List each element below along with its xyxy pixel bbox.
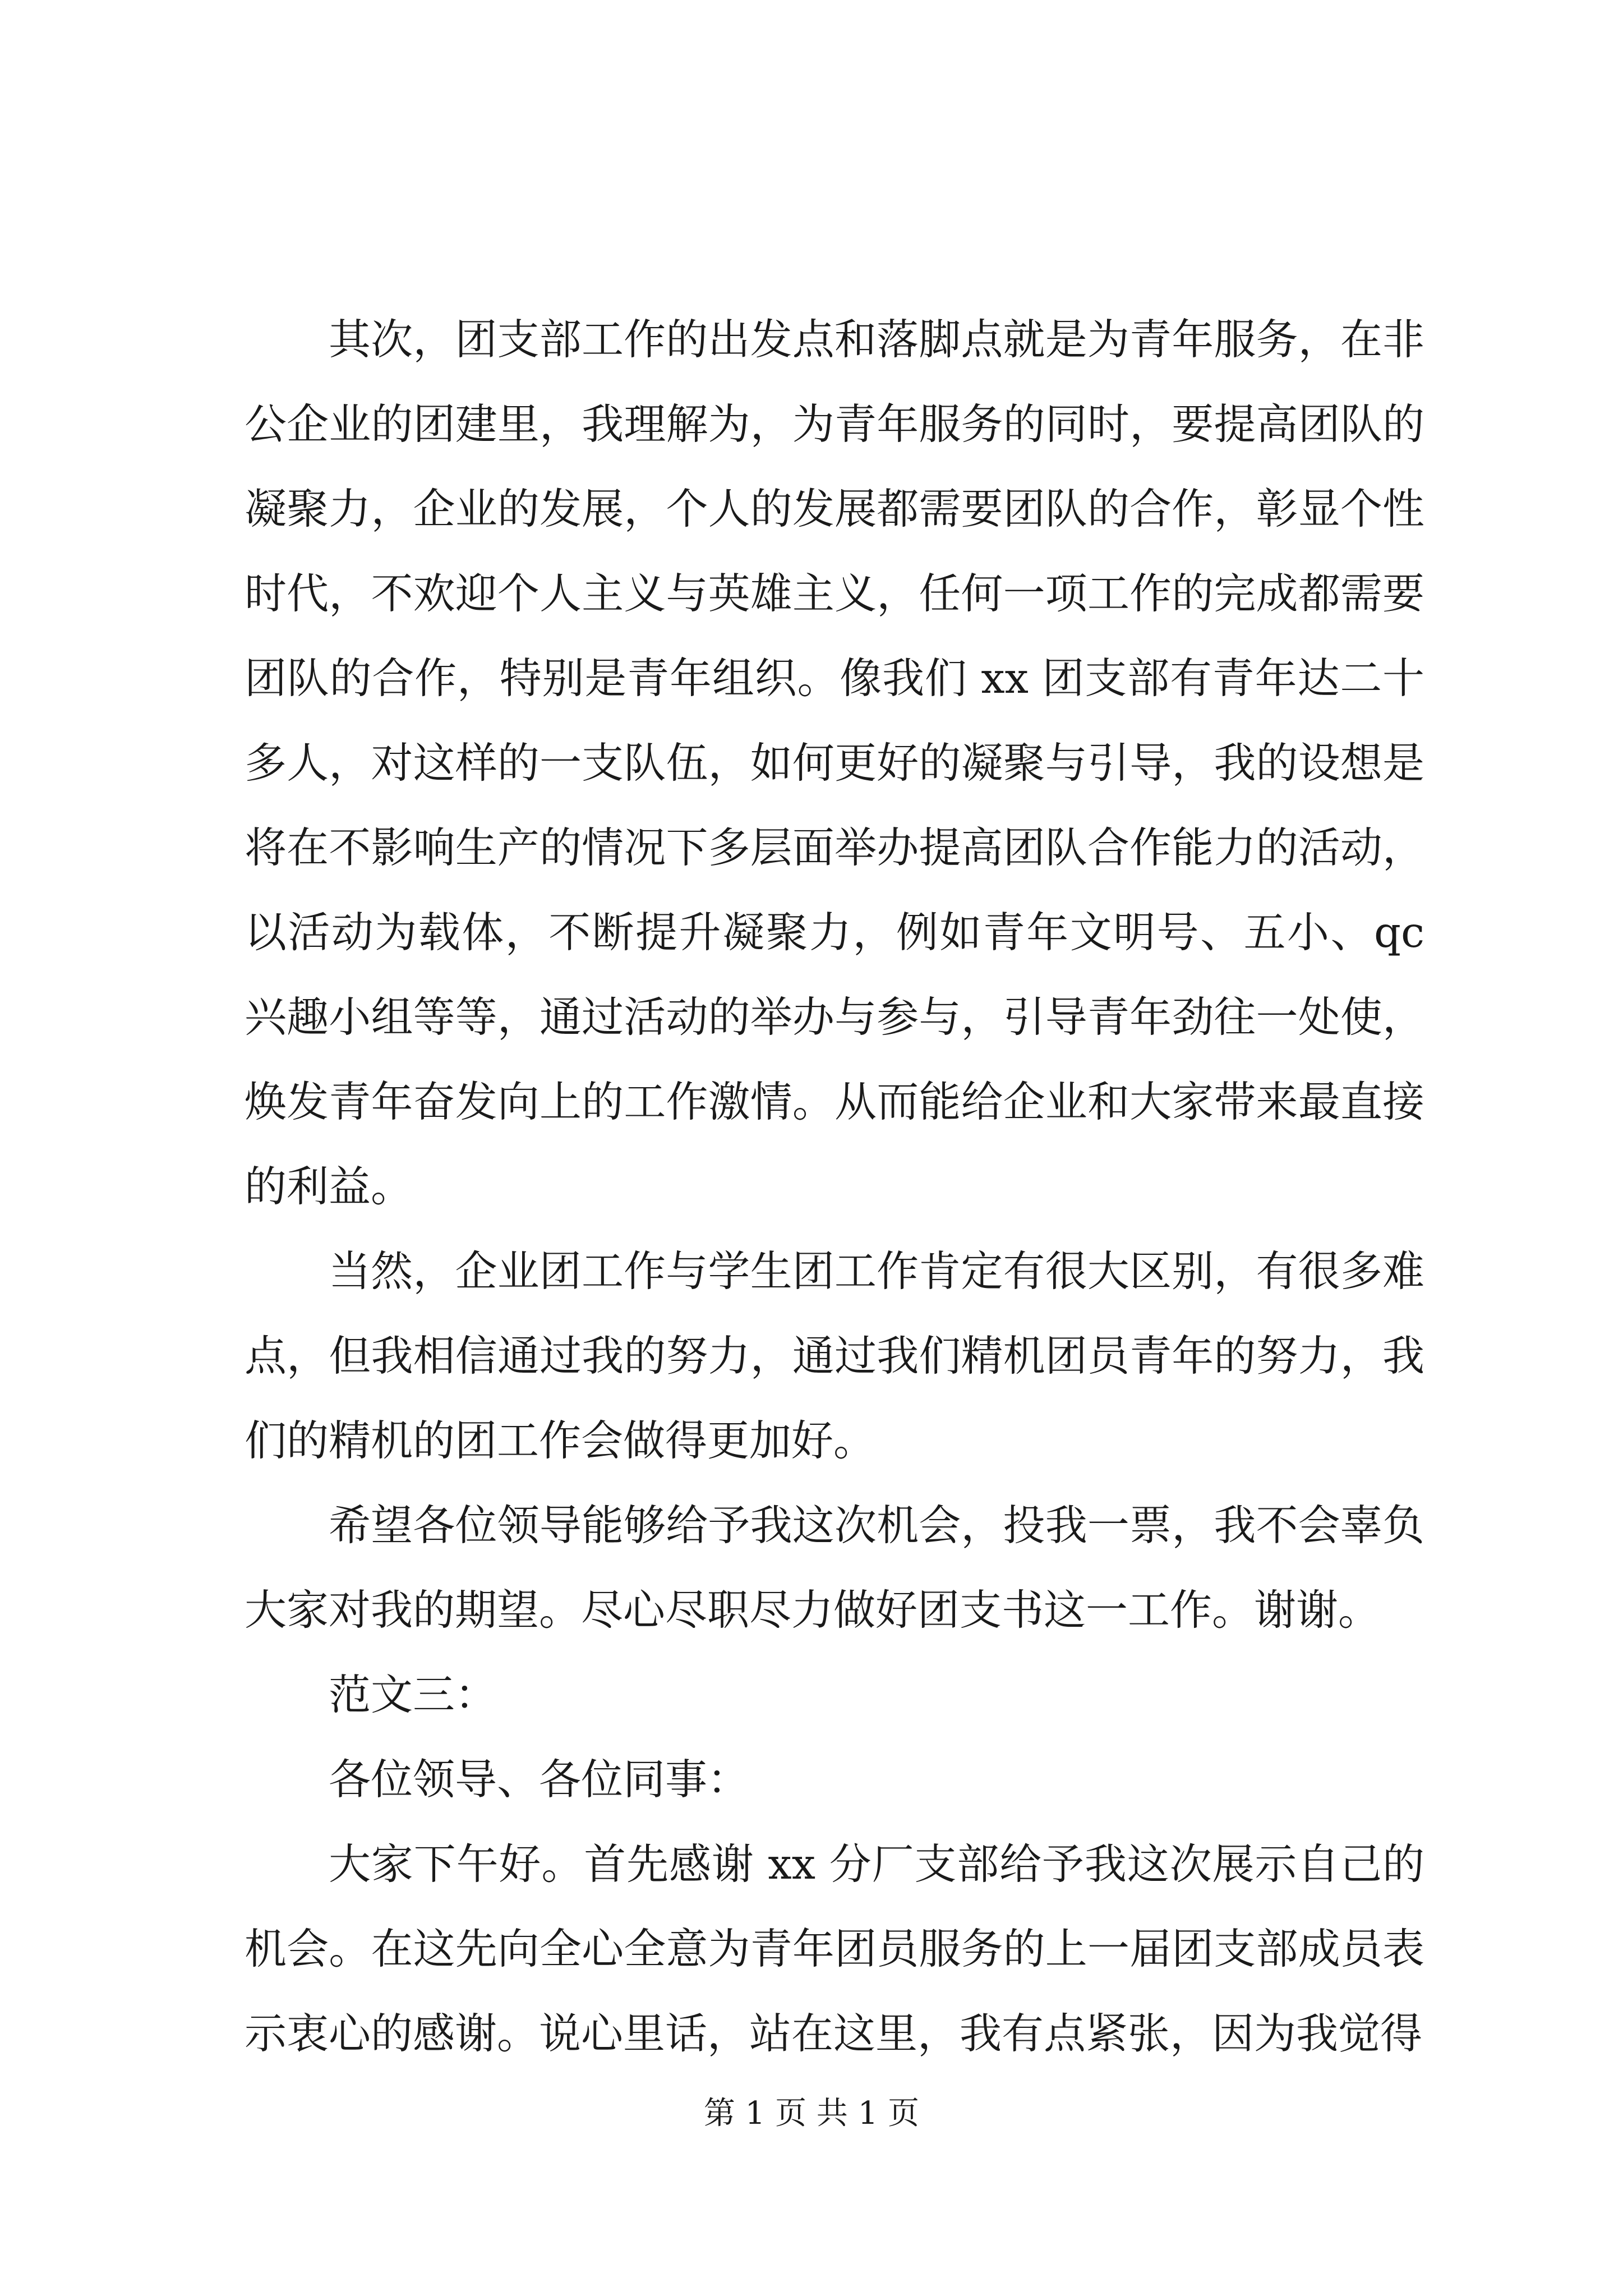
paragraph-vote-request: 希望各位领导能够给予我这次机会，投我一票，我不会辜负大家对我的期望。尽心尽职尽力做好团支书这一工作。谢谢。 [245,1501,1424,1635]
page-number-footer: 第 1 页 共 1 页 [703,2095,920,2132]
paragraph-greeting: 大家下午好。首先感谢 xx 分厂支部给予我这次展示自己的机会。在这先向全心全意为青年团员服务的上一届团支部成员表示衷心的感谢。说心里话，站在这里，我有点紧张，因为我觉得 [245,1839,1424,2058]
paragraph-enterprise-vs-student: 当然，企业团工作与学生团工作肯定有很大区别，有很多难点，但我相信通过我的努力，通过我们精机团员青年的努力，我们的精机的团工作会做得更加好。 [245,1246,1424,1465]
document-body [245,297,1424,2076]
paragraph-team-cohesion: 其次，团支部工作的出发点和落脚点就是为青年服务，在非公企业的团建里，我理解为，为青年服务的同时，要提高团队的凝聚力，企业的发展，个人的发展都需要团队的合作，彰显个性时代，不欢迎个人主义与英雄主义，任何一项工作的完成都需要团队的合作，特别是青年组织。像我们 xx 团支部有青年达二十多人，对这样的一支队伍，如何更好的凝聚与引导，我的设想是将在不影响生产的情况下多层面举办提高团队合作能力的活动，以活动为载体，不断提升凝聚力，例如青年文明号、五小、qc 兴趣小组等等，通过活动的举办与参与，引导青年劲往一处使，焕发青年奋发向上的工作激情。从而能给企业和大家带来最直接的利益。 [245,315,1424,1211]
sample-heading: 范文三： [329,1670,497,1719]
salutation: 各位领导、各位同事： [329,1755,750,1804]
